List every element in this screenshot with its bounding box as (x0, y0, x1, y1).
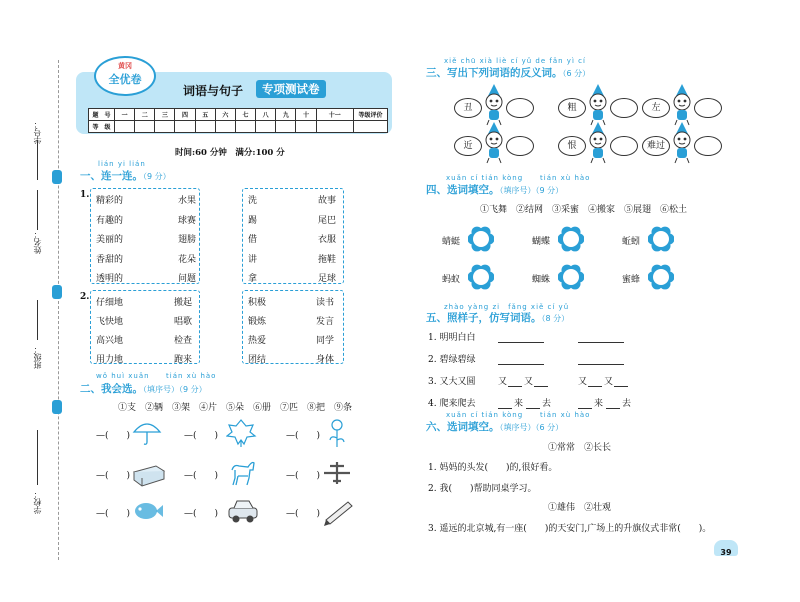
match-word[interactable]: 有趣的 (96, 215, 124, 226)
logo-top: 黄冈 (118, 62, 132, 70)
answer-blank[interactable] (578, 364, 624, 365)
match-word[interactable]: 尾巴 (318, 215, 337, 226)
flower-answer-icon[interactable] (558, 264, 584, 290)
label-xingming: 姓名： (33, 230, 42, 254)
score-header-cell: 八 (256, 109, 276, 121)
word-oval (558, 136, 586, 156)
match-word[interactable]: 搬起 (174, 298, 193, 308)
antonym-word: 丑 (463, 103, 473, 113)
answer-blank[interactable] (498, 342, 544, 343)
flower-answer-icon[interactable] (468, 226, 494, 252)
match-word[interactable]: 锻炼 (248, 317, 267, 327)
score-header-cell: 四 (175, 109, 195, 121)
match-word[interactable]: 高兴地 (96, 336, 124, 346)
score-cell[interactable] (135, 121, 155, 133)
match-word[interactable]: 踢 (248, 215, 258, 226)
leaf-icon (226, 418, 260, 452)
flower-answer-icon[interactable] (648, 264, 674, 290)
match-word[interactable]: 借 (248, 235, 258, 245)
score-table (88, 108, 388, 133)
s2-options: ①支 ②辆 ③架 ④片 ⑤朵 ⑥册 ⑦匹 ⑧把 ⑨条 (118, 403, 353, 413)
antonym-answer-oval[interactable] (506, 98, 534, 118)
hole-2 (52, 285, 62, 299)
s6-pinyin-a: xuǎn cí tián kòng (446, 411, 524, 419)
score-header-cell: 七 (235, 109, 255, 121)
pattern-char: 来 (514, 399, 524, 409)
measure-word-blank[interactable]: —( ) (286, 431, 321, 441)
match-word[interactable]: 问题 (178, 274, 197, 284)
match-word[interactable]: 香甜的 (96, 254, 124, 265)
match-word[interactable]: 透明的 (96, 274, 124, 284)
answer-blank[interactable] (588, 386, 602, 387)
match-word[interactable]: 跑来 (174, 355, 193, 365)
pattern-char: 去 (622, 399, 632, 409)
measure-word-blank[interactable]: —( ) (184, 509, 219, 519)
score-cell[interactable] (256, 121, 276, 133)
s1-num1: 1. (80, 190, 90, 200)
page-title: 词语与句子 (183, 84, 244, 98)
logo-badge (94, 56, 156, 96)
s6-title: 六、选词填空。（填序号）（6 分） (426, 421, 564, 433)
label-xuehao: 学号： (33, 120, 42, 144)
score-header-cell: 十一 (316, 109, 353, 121)
s4-pinyin-a: xuǎn cí tián kòng (446, 174, 524, 182)
score-header-cell: 五 (195, 109, 215, 121)
antonym-word: 难过 (646, 141, 665, 151)
s5-title: 五、照样子，仿写词语。（8 分） (426, 312, 570, 324)
score-header-cell: 一 (115, 109, 135, 121)
measure-word-blank[interactable]: —( ) (286, 509, 321, 519)
flower-answer-icon[interactable] (558, 226, 584, 252)
cartoon-mascot-icon (586, 122, 610, 168)
word-oval (454, 98, 482, 118)
match-word[interactable]: 故事 (318, 196, 337, 206)
antonym-word: 恨 (567, 141, 577, 151)
s6-q3: 3. 遥远的北京城,有一座( )的天安门,广场上的升旗仪式非常( )。 (428, 524, 712, 534)
match-word[interactable]: 团结 (248, 355, 267, 365)
s4-title: 四、选词填空。（填序号）（9 分） (426, 184, 564, 196)
match-word[interactable]: 衣服 (318, 235, 337, 245)
match-word[interactable]: 讲 (248, 254, 258, 265)
pattern-example: 1. 明明白白 (428, 333, 476, 343)
match-word[interactable]: 球赛 (178, 215, 197, 226)
pattern-example: 2. 碧绿碧绿 (428, 355, 476, 365)
pattern-char: 又 (578, 377, 588, 387)
match-word[interactable]: 拖鞋 (318, 254, 337, 265)
score-header-cell: 二 (135, 109, 155, 121)
word-oval (642, 98, 670, 118)
s2-title: 二、我会选。（填序号）（9 分） (80, 383, 207, 395)
s1-num2: 2. (80, 292, 90, 302)
insect-word: 蚯蚓 (622, 237, 641, 247)
match-word[interactable]: 仔细地 (96, 298, 124, 308)
s4-pinyin-b: tián xù hào (540, 174, 591, 182)
insect-word: 蜜蜂 (622, 275, 641, 285)
binding-strip (0, 0, 70, 602)
answer-blank[interactable] (578, 342, 624, 343)
flower-answer-icon[interactable] (648, 226, 674, 252)
match-word[interactable]: 洗 (248, 196, 258, 206)
s3-title: 三、写出下列词语的反义词。（6 分） (426, 67, 591, 79)
antonym-answer-oval[interactable] (610, 136, 638, 156)
label-xuexiao: 学校： (33, 490, 42, 514)
pencil-icon (322, 496, 356, 530)
match-word[interactable]: 飞快地 (96, 317, 124, 327)
antonym-answer-oval[interactable] (694, 136, 722, 156)
pattern-char: 去 (542, 399, 552, 409)
score-header-cell: 等级评价 (354, 109, 388, 121)
match-word[interactable]: 用力地 (96, 355, 124, 365)
measure-word-blank[interactable]: —( ) (286, 471, 321, 481)
match-word[interactable]: 发言 (316, 317, 335, 327)
pattern-char: 又 (524, 377, 534, 387)
s6-q2: 2. 我( )帮助同桌学习。 (428, 484, 537, 494)
score-cell[interactable] (155, 121, 175, 133)
match-word[interactable]: 读书 (316, 298, 335, 308)
page-number: 39 (720, 548, 732, 557)
hole-3 (52, 400, 62, 414)
umbrella-icon (132, 418, 166, 452)
insect-word: 蚂蚁 (442, 275, 461, 285)
insect-word: 蝴蝶 (532, 237, 551, 247)
score-cell[interactable] (354, 121, 388, 133)
measure-word-blank[interactable]: —( ) (96, 471, 131, 481)
cartoon-mascot-icon (482, 122, 506, 168)
answer-blank[interactable] (606, 408, 620, 409)
score-row-label: 等 级 (89, 121, 115, 133)
s4-options: ①飞舞 ②结网 ③采蜜 ④搬家 ⑤展翅 ⑥松土 (480, 205, 688, 215)
score-header-cell: 题 号 (89, 109, 115, 121)
match-word[interactable]: 水果 (178, 196, 197, 206)
match-word[interactable]: 唱歌 (174, 317, 193, 327)
logo-main: 全优卷 (108, 73, 142, 86)
word-oval (642, 136, 670, 156)
antonym-answer-oval[interactable] (694, 98, 722, 118)
pattern-char: 又 (604, 377, 614, 387)
flower-answer-icon[interactable] (468, 264, 494, 290)
horse-icon (226, 458, 260, 492)
antonym-answer-oval[interactable] (610, 98, 638, 118)
cartoon-mascot-icon (670, 122, 694, 168)
score-cell[interactable] (235, 121, 255, 133)
match-word[interactable]: 检查 (174, 336, 193, 346)
answer-blank[interactable] (498, 364, 544, 365)
score-cell[interactable] (296, 121, 316, 133)
pattern-example: 3. 又大又圆 (428, 377, 476, 387)
s6-options-2: ①雄伟 ②壮观 (548, 503, 612, 513)
car-icon (226, 496, 260, 530)
score-cell[interactable] (316, 121, 353, 133)
antonym-word: 左 (651, 103, 661, 113)
antonym-answer-oval[interactable] (506, 136, 534, 156)
page-number-badge (714, 540, 738, 556)
match-word[interactable]: 足球 (318, 274, 337, 284)
match-word[interactable]: 同学 (316, 336, 335, 346)
measure-word-blank[interactable]: —( ) (184, 431, 219, 441)
match-word[interactable]: 拿 (248, 274, 258, 284)
antonym-word: 近 (463, 141, 473, 151)
answer-blank[interactable] (534, 386, 548, 387)
score-cell[interactable] (195, 121, 215, 133)
match-word[interactable]: 积极 (248, 298, 267, 308)
score-cell[interactable] (115, 121, 135, 133)
s2-pinyin-a: wǒ huì xuǎn (96, 372, 150, 380)
measure-word-blank[interactable]: —( ) (96, 431, 131, 441)
word-oval (454, 136, 482, 156)
s5-pinyin: zhào yàng zi fǎng xiě cí yǔ (444, 303, 570, 311)
s6-options-1: ①常常 ②长长 (548, 443, 612, 453)
fish-icon (132, 496, 166, 530)
hole-1 (52, 170, 62, 184)
measure-word-blank[interactable]: —( ) (184, 471, 219, 481)
s1-pinyin: lián yi lián (98, 160, 146, 168)
answer-blank[interactable] (526, 408, 540, 409)
score-header-cell: 九 (276, 109, 296, 121)
match-word[interactable]: 身体 (316, 355, 335, 365)
score-cell[interactable] (215, 121, 235, 133)
books-icon (132, 458, 166, 492)
answer-blank[interactable] (578, 408, 592, 409)
answer-blank[interactable] (498, 408, 512, 409)
match-word[interactable]: 热爱 (248, 336, 267, 346)
title-badge: 专项测试卷 (256, 80, 326, 98)
insect-word: 蜘蛛 (532, 275, 551, 285)
s3-pinyin: xiě chū xià liè cí yǔ de fǎn yì cí (444, 57, 586, 65)
pattern-char: 来 (594, 399, 604, 409)
label-banji: 班级： (33, 345, 42, 369)
answer-blank[interactable] (614, 386, 628, 387)
score-cell[interactable] (276, 121, 296, 133)
s1-title: 一、连一连。（9 分） (80, 170, 171, 182)
score-header-cell: 六 (215, 109, 235, 121)
s6-pinyin-b: tián xù hào (540, 411, 591, 419)
answer-blank[interactable] (508, 386, 522, 387)
time-info: 时间:60 分钟 满分:100 分 (175, 148, 285, 158)
word-oval (558, 98, 586, 118)
score-cell[interactable] (175, 121, 195, 133)
pattern-char: 又 (498, 377, 508, 387)
match-word[interactable]: 精彩的 (96, 196, 124, 206)
antonym-word: 粗 (567, 103, 577, 113)
pattern-example: 4. 爬来爬去 (428, 399, 476, 409)
rose-icon (322, 418, 356, 452)
match-word[interactable]: 花朵 (178, 254, 197, 265)
insect-word: 蜻蜓 (442, 237, 461, 247)
measure-word-blank[interactable]: —( ) (96, 509, 131, 519)
score-header-cell: 十 (296, 109, 316, 121)
match-word[interactable]: 翅膀 (178, 235, 197, 245)
s2-pinyin-b: tián xù hào (166, 372, 217, 380)
airplane-icon (322, 458, 356, 492)
s6-q1: 1. 妈妈的头发( )的,很好看。 (428, 463, 558, 473)
match-word[interactable]: 美丽的 (96, 235, 124, 245)
score-header-cell: 三 (155, 109, 175, 121)
